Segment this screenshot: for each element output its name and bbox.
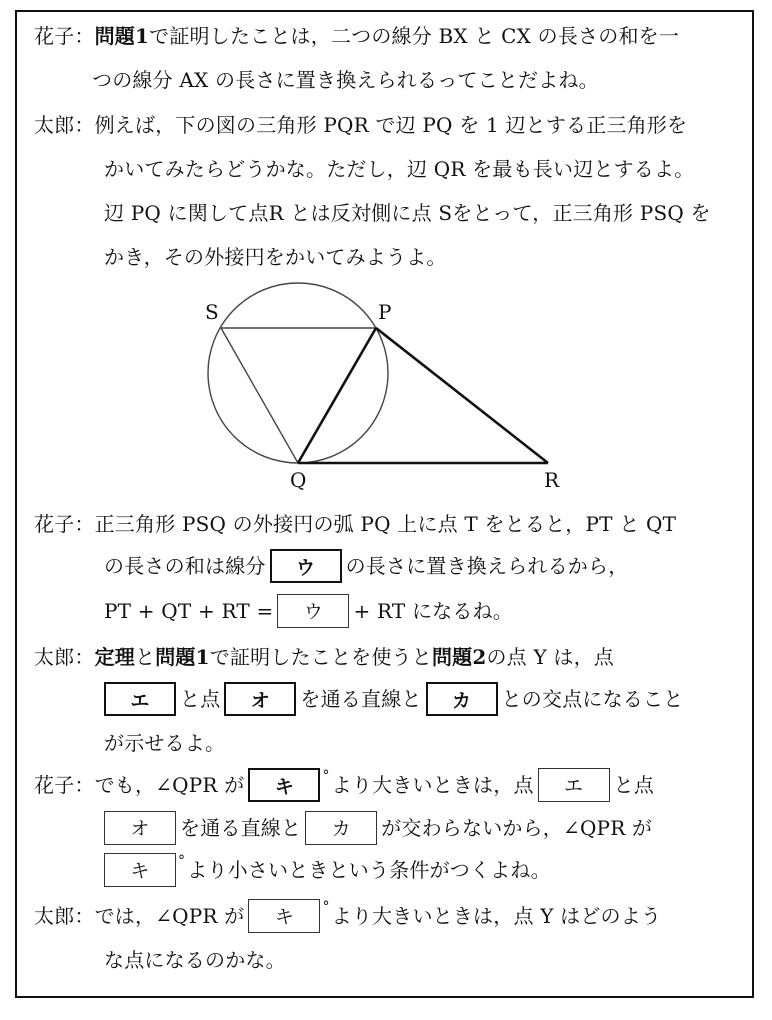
dialogue-line-8: [104, 546, 628, 586]
speaker-separator: ：: [74, 904, 95, 928]
speaker-hanako: 花子: [34, 512, 75, 536]
blank-ref-ki: キ: [104, 853, 176, 887]
line-text: で証明したことを使うと: [209, 645, 432, 669]
segment-PQ: [298, 328, 376, 463]
circumcircle: [208, 283, 388, 463]
line-text: な点になるのかな。: [104, 948, 286, 972]
ref-problem-1: 問題1: [155, 645, 210, 669]
segment-PR: [376, 328, 548, 463]
dialogue-line-12: [104, 723, 225, 763]
degree-sign: °: [322, 768, 330, 784]
line-text: では，∠QPR が: [94, 904, 245, 928]
answer-blank-u[interactable]: ウ: [270, 549, 342, 583]
line-text: かき，その外接円をかいてみようよ。: [104, 245, 447, 269]
speaker-hanako: 花子: [34, 24, 75, 48]
line-text: の長さに置き換えられるから，: [345, 554, 629, 578]
degree-sign: °: [178, 853, 186, 869]
line-text: つの線分 AX の長さに置き換えられるってことだよね。: [92, 68, 599, 92]
line-text: で証明したことは，二つの線分 BX と CX の長さの和を一: [149, 24, 680, 48]
line-text: かいてみたらどうかな。ただし，辺 QR を最も長い辺とするよ。: [104, 157, 695, 181]
dialogue-line-16: [34, 896, 661, 936]
speaker-separator: ：: [74, 113, 95, 137]
blank-ref-e: エ: [538, 768, 610, 802]
line-text: と点: [180, 687, 221, 711]
line-text: が示せるよ。: [104, 731, 226, 755]
segment-SQ: [221, 328, 298, 463]
dialogue-line-14: [100, 808, 652, 848]
answer-blank-o[interactable]: オ: [224, 682, 296, 716]
label-S: S: [205, 300, 219, 324]
dialogue-line-10: [34, 637, 614, 677]
line-text: の長さの和は線分: [104, 554, 266, 578]
speaker-separator: ：: [74, 645, 95, 669]
answer-blank-e[interactable]: エ: [104, 682, 176, 716]
line-text: より小さいときという条件がつくよね。: [187, 858, 551, 882]
dialogue-line-11: [100, 679, 683, 719]
blank-ref-ki: キ: [248, 899, 320, 933]
dialogue-line-7: [34, 504, 676, 544]
line-text: より大きいときは，点: [331, 773, 534, 797]
dialogue-line-9: [104, 591, 513, 631]
answer-blank-ka[interactable]: カ: [426, 682, 498, 716]
line-text: が交わらないから，∠QPR が: [381, 816, 653, 840]
line-text: を通る直線と: [300, 687, 422, 711]
dialogue-line-17: [104, 940, 286, 980]
dialogue-line-13: [34, 765, 654, 805]
ref-problem-2: 問題2: [431, 645, 487, 669]
blank-ref-o: オ: [104, 811, 176, 845]
blank-ref-ka: カ: [305, 811, 377, 845]
label-Q: Q: [290, 468, 307, 492]
degree-sign: °: [322, 899, 330, 915]
speaker-taro: 太郎: [34, 904, 75, 928]
answer-blank-ki[interactable]: キ: [248, 768, 320, 802]
label-P: P: [378, 300, 392, 324]
speaker-separator: ：: [74, 512, 95, 536]
line-text: より大きいときは，点 Y はどのよう: [331, 904, 662, 928]
line-text: との交点になること: [501, 687, 684, 711]
line-text: を通る直線と: [180, 816, 302, 840]
equation-text: + RT になるね。: [353, 599, 513, 623]
line-text: と: [135, 645, 156, 669]
ref-theorem: 定理: [94, 645, 136, 669]
line-text: の点 Y は，点: [486, 645, 615, 669]
equation-text: PT + QT + RT =: [104, 599, 274, 623]
line-text: でも，∠QPR が: [94, 773, 245, 797]
speaker-taro: 太郎: [34, 645, 75, 669]
dialogue-line-15: [100, 850, 551, 890]
ref-problem-1: 問題1: [94, 24, 150, 48]
line-text: 辺 PQ に関して点R とは反対側に点 Sをとって，正三角形 PSQ を: [104, 201, 711, 225]
speaker-taro: 太郎: [34, 113, 75, 137]
speaker-separator: ：: [74, 24, 95, 48]
line-text: と点: [613, 773, 655, 797]
speaker-separator: ：: [74, 773, 95, 797]
line-text: 例えば，下の図の三角形 PQR で辺 PQ を 1 辺とする正三角形を: [94, 113, 688, 137]
blank-ref-u: ウ: [277, 594, 349, 628]
speaker-hanako: 花子: [34, 773, 75, 797]
label-R: R: [544, 468, 560, 492]
line-text: 正三角形 PSQ の外接円の弧 PQ 上に点 T をとると，PT と QT: [94, 512, 677, 536]
